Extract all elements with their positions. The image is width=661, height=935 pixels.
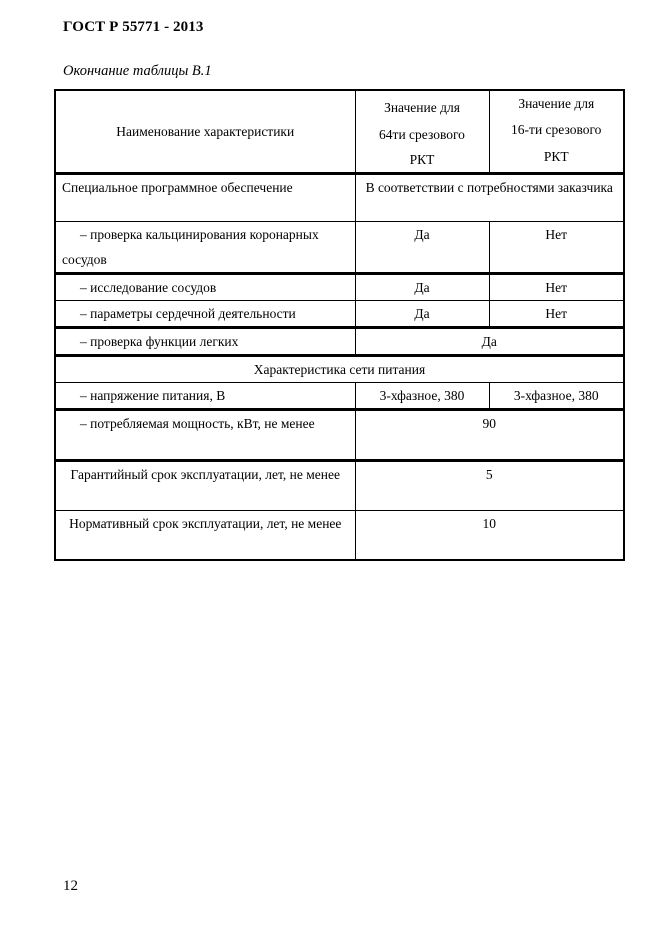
table-row xyxy=(55,301,624,328)
row-merged-value: 10 xyxy=(355,511,624,561)
column-header-64-slice xyxy=(355,90,489,174)
table-row xyxy=(55,383,624,410)
table-row xyxy=(55,274,624,301)
column-header-16-slice xyxy=(489,90,624,174)
page-number: 12 xyxy=(63,878,78,894)
header-line: РКТ xyxy=(409,152,435,167)
row-merged-value: В соответствии с потребностями заказчика xyxy=(355,174,624,222)
header-line: Значение для xyxy=(384,100,460,115)
header-line: 16-ти срезового xyxy=(511,122,602,137)
document-code: ГОСТ Р 55771 - 2013 xyxy=(63,19,204,35)
row-merged-value: Да xyxy=(355,328,624,356)
table-row xyxy=(55,410,624,461)
row-value-16: 3-хфазное, 380 xyxy=(489,383,624,410)
row-name: Гарантийный срок эксплуатации, лет, не менее xyxy=(55,461,355,511)
table-row xyxy=(55,174,624,222)
column-header-name: Наименование характеристики xyxy=(55,90,355,174)
header-line: РКТ xyxy=(543,149,569,164)
row-name: – напряжение питания, В xyxy=(55,383,355,410)
table-row xyxy=(55,511,624,561)
row-merged-value: 90 xyxy=(355,410,624,461)
row-value-16: Нет xyxy=(489,301,624,328)
header-line: Значение для xyxy=(518,96,595,111)
section-title: Характеристика сети питания xyxy=(55,356,624,383)
row-name: – проверка кальцинирования коронарных сосудов xyxy=(55,222,355,274)
header-line: 64ти срезового xyxy=(379,127,465,142)
row-name: – параметры сердечной деятельности xyxy=(55,301,355,328)
row-value-64: 3-хфазное, 380 xyxy=(355,383,489,410)
row-value-64: Да xyxy=(355,222,489,274)
row-value-64: Да xyxy=(355,301,489,328)
table-caption: Окончание таблицы В.1 xyxy=(63,63,212,79)
row-value-64: Да xyxy=(355,274,489,301)
section-header-row xyxy=(55,356,624,383)
row-value-16: Нет xyxy=(489,274,624,301)
specifications-table xyxy=(54,89,625,561)
table-row xyxy=(55,328,624,356)
row-name: Специальное программное обеспечение xyxy=(55,174,355,222)
row-merged-value: 5 xyxy=(355,461,624,511)
row-name: – потребляемая мощность, кВт, не менее xyxy=(55,410,355,461)
row-name: Нормативный срок эксплуатации, лет, не менее xyxy=(55,511,355,561)
row-value-16: Нет xyxy=(489,222,624,274)
table-header-row xyxy=(55,90,624,174)
row-name: – исследование сосудов xyxy=(55,274,355,301)
row-name: – проверка функции легких xyxy=(55,328,355,356)
table-row xyxy=(55,222,624,274)
table-row xyxy=(55,461,624,511)
